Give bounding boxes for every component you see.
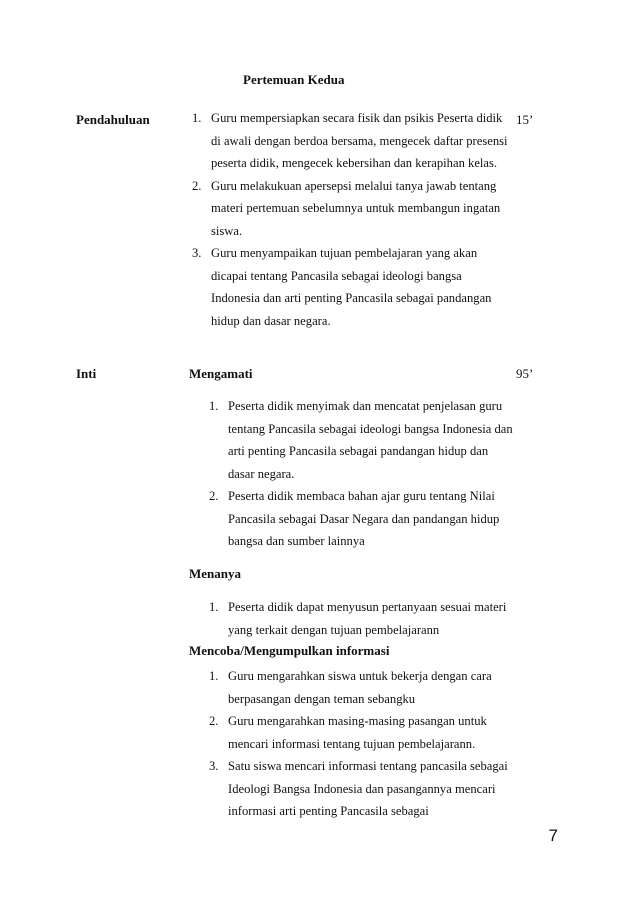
list-item-text: Guru mengarahkan siswa untuk bekerja dengan cara berpasangan dengan teman sebangku	[228, 669, 492, 706]
page-title: Pertemuan Kedua	[243, 72, 345, 87]
list-item	[209, 755, 514, 823]
list-item	[209, 395, 514, 485]
list-item	[209, 665, 514, 710]
list-item	[192, 107, 512, 175]
list-number: 2.	[192, 178, 202, 193]
list-number: 1.	[209, 669, 219, 683]
mengamati-list	[209, 395, 514, 553]
list-item-text: Guru mempersiapkan secara fisik dan psikis Peserta didik di awali dengan berdoa bersama, mengecek daftar presensi peserta didik, mengecek kebersihan dan kerapihan kelas.	[211, 111, 508, 170]
time-inti: 95’	[516, 366, 534, 381]
heading-mengamati: Mengamati	[189, 366, 253, 381]
list-item	[209, 596, 514, 641]
list-number: 3.	[192, 246, 202, 260]
list-item-text: Guru melakukuan apersepsi melalui tanya jawab tentang materi pertemuan sebelumnya untuk membangun ingatan siswa.	[211, 178, 501, 238]
list-number: 1.	[192, 111, 202, 125]
time-pendahuluan: 15’	[516, 112, 534, 127]
list-number: 1.	[209, 600, 219, 614]
heading-mencoba: Mencoba/Mengumpulkan informasi	[189, 643, 390, 658]
list-item	[209, 710, 514, 755]
list-item	[192, 242, 512, 332]
list-number: 1.	[209, 399, 219, 413]
list-item-text: Guru menyampaikan tujuan pembelajaran yang akan dicapai tentang Pancasila sebagai ideologi bangsa Indonesia dan arti penting Pancasila sebagai pandangan hidup dan dasar negara.	[211, 246, 492, 328]
pendahuluan-list	[192, 107, 512, 332]
list-item	[209, 485, 514, 553]
list-item-text: Guru mengarahkan masing-masing pasangan untuk mencari informasi tentang tujuan pembelajarann.	[228, 714, 487, 751]
page-number: 7	[548, 826, 558, 845]
heading-menanya: Menanya	[189, 566, 241, 581]
list-number: 2.	[209, 714, 219, 728]
list-item-text: Peserta didik menyimak dan mencatat penjelasan guru tentang Pancasila sebagai ideologi bangsa Indonesia dan arti penting Pancasila sebagai pandangan hidup dan dasar negara.	[228, 399, 513, 481]
list-item-text: Peserta didik dapat menyusun pertanyaan sesuai materi yang terkait dengan tujuan pembelajarann	[228, 600, 507, 637]
menanya-list	[209, 596, 514, 641]
list-number: 3.	[209, 759, 219, 773]
list-item-text: Satu siswa mencari informasi tentang pancasila sebagai Ideologi Bangsa Indonesia dan pasangannya mencari informasi arti penting Pancasila sebagai	[228, 759, 508, 818]
section-label-pendahuluan: Pendahuluan	[76, 112, 150, 127]
list-item	[192, 175, 512, 243]
section-label-inti: Inti	[76, 366, 97, 381]
list-item-text: Peserta didik membaca bahan ajar guru tentang Nilai Pancasila sebagai Dasar Negara dan pandangan hidup bangsa dan sumber lainnya	[228, 489, 500, 548]
mencoba-list	[209, 665, 514, 823]
list-number: 2.	[209, 489, 219, 503]
